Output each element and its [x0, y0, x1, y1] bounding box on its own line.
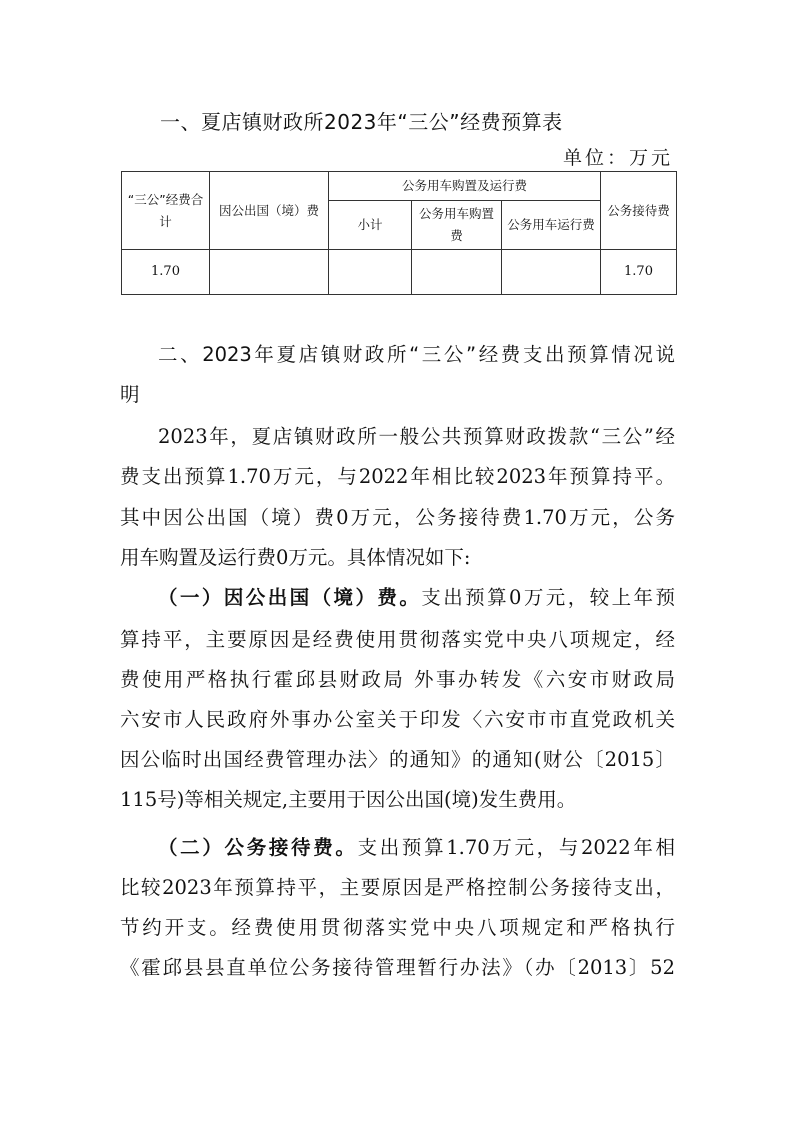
cell-abroad — [210, 250, 329, 295]
header-total: “三公”经费合计 — [122, 172, 210, 250]
cell-reception: 1.70 — [601, 250, 677, 295]
para1-line: 用车购置及运行费0万元。具体情况如下: — [120, 546, 471, 569]
section2-title: 二、2023年夏店镇财政所“三公”经费支出预算情况说 — [158, 343, 675, 366]
table-title: 一、夏店镇财政所2023年“三公”经费预算表 — [160, 110, 563, 134]
section2-title-cont: 明 — [120, 383, 140, 406]
para2-line: 115号)等相关规定,主要用于因公出国(境)发生费用。 — [120, 788, 577, 811]
para1-line: 费支出预算1.70万元，与2022年相比较2023年预算持平。 — [120, 465, 675, 488]
para3-line: 《霍邱县县直单位公务接待管理暂行办法》（办〔2013〕52 — [120, 956, 675, 979]
header-car-buy: 公务用车购置费 — [412, 201, 502, 250]
para1-line: 2023年，夏店镇财政所一般公共预算财政拨款“三公”经 — [158, 425, 675, 448]
header-abroad: 因公出国（境）费 — [210, 172, 329, 250]
para2-line: 算持平，主要原因是经费使用贯彻落实党中央八项规定，经 — [120, 628, 675, 651]
header-car: 公务用车购置及运行费 — [329, 172, 601, 201]
header-subtotal: 小计 — [329, 201, 412, 250]
para3-heading: （二）公务接待费。 — [158, 836, 358, 859]
para2-text: 支出预算0万元，较上年预 — [421, 586, 675, 609]
budget-table — [121, 171, 677, 295]
para3-text: 支出预算1.70万元，与2022年相 — [357, 836, 675, 859]
para2-line: 六安市人民政府外事办公室关于印发〈六安市市直党政机关 — [120, 708, 675, 731]
cell-total: 1.70 — [122, 250, 210, 295]
header-reception: 公务接待费 — [601, 172, 677, 250]
para3-line — [158, 833, 675, 863]
header-car-run: 公务用车运行费 — [502, 201, 601, 250]
unit-label: 单位：万元 — [562, 147, 673, 169]
cell-subtotal — [329, 250, 412, 295]
para2-line: 费使用严格执行霍邱县财政局 外事办转发《六安市财政局 — [120, 668, 675, 691]
para2-line: 因公临时出国经费管理办法〉的通知》的通知(财公〔2015〕 — [120, 748, 675, 771]
para2-line — [158, 583, 675, 613]
para3-line: 比较2023年预算持平，主要原因是严格控制公务接待支出， — [120, 876, 675, 899]
para3-line: 节约开支。经费使用贯彻落实党中央八项规定和严格执行 — [120, 916, 675, 939]
para1-line: 其中因公出国（境）费0万元，公务接待费1.70万元，公务 — [120, 506, 675, 529]
cell-car-buy — [412, 250, 502, 295]
cell-car-run — [502, 250, 601, 295]
para2-heading: （一）因公出国（境）费。 — [158, 586, 422, 609]
